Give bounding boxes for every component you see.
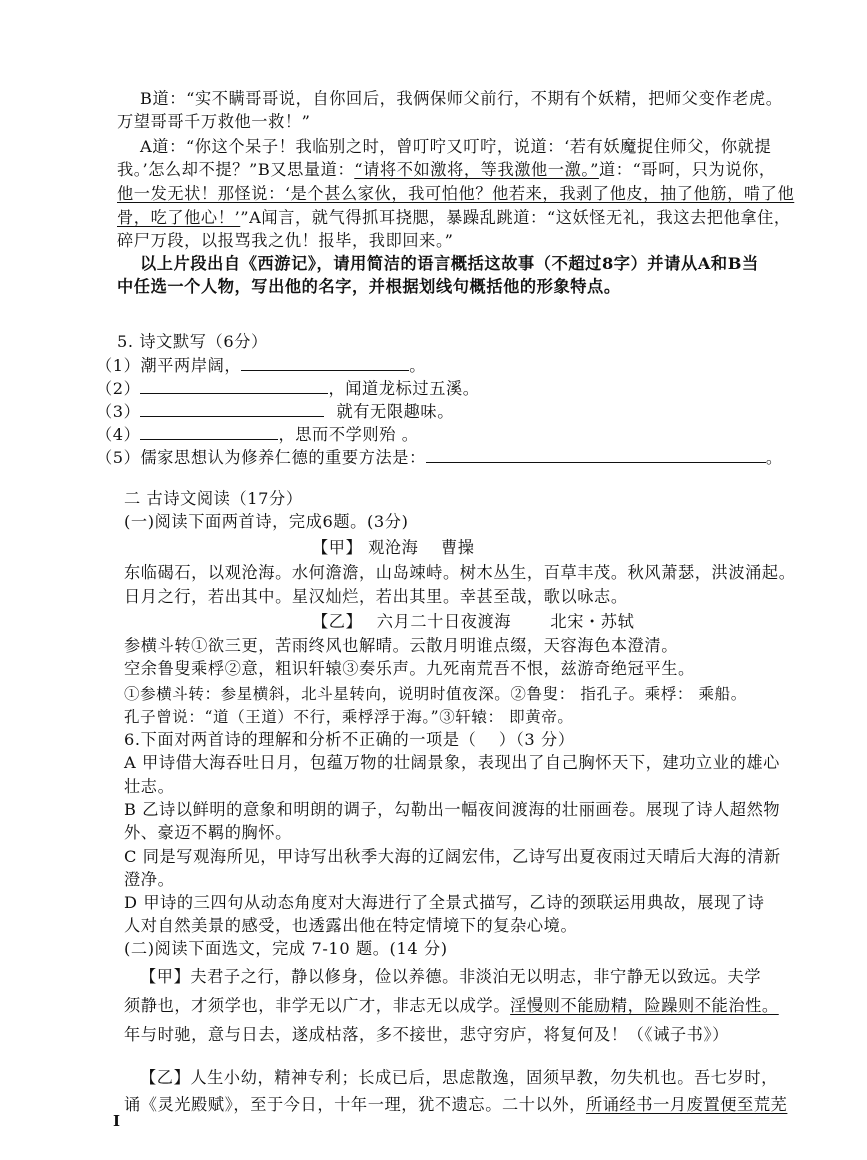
passage-text: 我。’怎么却不提？”B又思量道： bbox=[117, 160, 355, 179]
classical-text: 【乙】人生小幼，精神专利；长成已后，思虑散逸，固须早教，勿失机也。吾七岁时， bbox=[140, 1068, 778, 1087]
poem-line: 日月之行，若出其中。星汉灿烂，若出其里。幸甚至哉，歌以咏志。 bbox=[124, 587, 628, 606]
passage-line: B道：“实不瞒哥哥说，自你回后，我俩保师父前行，不期有个妖精，把师父变作老虎。 bbox=[140, 89, 783, 108]
question-text: 6.下面对两首诗的理解和分析不正确的一项是（ ）（3 分） bbox=[124, 730, 575, 749]
question-text: 中任选一个人物，写出他的名字，并根据划线句概括他的形象特点。 bbox=[117, 277, 621, 296]
section-title: 二 古诗文阅读（17分） bbox=[124, 489, 303, 508]
classical-text: 年与时驰，意与日去，遂成枯落，多不接世，悲守穷庐，将复何及！（《诫子书》） bbox=[124, 1025, 729, 1044]
subsection-title: (二)阅读下面选文，完成 7-10 题。(14 分) bbox=[124, 939, 448, 958]
item-text: 。 bbox=[765, 448, 783, 467]
option-b-cont: 外、豪迈不羁的胸怀。 bbox=[124, 823, 292, 842]
passage-line: A道：“你这个呆子！我临别之时，曾叮咛又叮咛，说道：‘若有妖魔捉住师父，你就提 bbox=[140, 137, 772, 156]
option-d-cont: 人对自然美景的感受，也透露出他在特定情境下的复杂心境。 bbox=[124, 916, 578, 935]
passage-line bbox=[117, 207, 791, 229]
item-number: （4） bbox=[96, 425, 141, 444]
poem-line: 参横斗转①欲三更，苦雨终风也解晴。云散月明谁点缀，天容海色本澄清。 bbox=[124, 636, 678, 655]
passage-text: ”A闻言，就气得抓耳挠腮，暴躁乱跳道：“这妖怪无礼，我这去把他拿住， bbox=[240, 208, 791, 227]
underlined-sentence: 骨，吃了他心！’ bbox=[117, 208, 241, 227]
item-number: （1） bbox=[96, 356, 141, 375]
subsection-title: (一)阅读下面两首诗，完成6题。(3分) bbox=[124, 512, 409, 531]
fill-item-2 bbox=[96, 378, 480, 400]
classical-text bbox=[124, 1094, 787, 1116]
annotation: ①参横斗转：参星横斜，北斗星转向，说明时值夜深。②鲁叟： 指孔子。乘桴： 乘船。 bbox=[124, 685, 747, 703]
section-title: 5. 诗文默写（6分） bbox=[117, 332, 268, 351]
option-a: A 甲诗借大海吞吐日月，包蕴万物的壮阔景象，表现出了自己胸怀天下，建功立业的雄心 bbox=[124, 753, 780, 772]
fill-item-4 bbox=[96, 424, 419, 446]
item-text: 潮平两岸阔， bbox=[140, 356, 242, 375]
fill-item-1 bbox=[96, 355, 426, 377]
answer-blank[interactable] bbox=[426, 448, 766, 463]
classical-fragment: 诵《灵光殿赋》，至于今日，十年一理，犹不遗忘。二十以外， bbox=[124, 1095, 586, 1114]
option-b: B 乙诗以鲜明的意象和明朗的调子，勾勒出一幅夜间渡海的壮丽画卷。展现了诗人超然物 bbox=[124, 800, 781, 819]
question-text: 以上片段出自《西游记》，请用简洁的语言概括这故事（不超过8字）并请从A和B当 bbox=[140, 254, 759, 273]
item-text: 就有无限趣味。 bbox=[336, 402, 454, 421]
underlined-sentence: 所诵经书一月废置便至荒芜 bbox=[585, 1095, 788, 1114]
item-text: ，思而不学则殆 。 bbox=[278, 425, 419, 444]
item-number: （2） bbox=[96, 379, 141, 398]
fill-item-5 bbox=[96, 447, 783, 469]
fill-item-3 bbox=[96, 401, 454, 423]
annotation: 孔子曾说：“道（王道）不行，乘桴浮于海。”③轩辕： 即黄帝。 bbox=[124, 708, 574, 726]
item-number: （3） bbox=[96, 402, 141, 421]
answer-blank[interactable] bbox=[241, 356, 409, 371]
passage-text: 道：“哥呵，只为说你， bbox=[598, 160, 776, 179]
option-a-cont: 壮志。 bbox=[124, 777, 175, 796]
option-c-cont: 澄净。 bbox=[124, 870, 175, 889]
classical-text bbox=[124, 995, 779, 1017]
underlined-sentence: 他一发无状！那怪说：‘是个甚么家伙，我可怕他？他若来，我剥了他皮，抽了他筋，啃了他 bbox=[117, 184, 795, 203]
underlined-sentence: 淫慢则不能励精，险躁则不能治性。 bbox=[510, 996, 779, 1015]
classical-text: 【甲】夫君子之行，静以修身，俭以养德。非淡泊无以明志，非宁静无以致远。夫学 bbox=[140, 967, 762, 986]
item-text: 。 bbox=[409, 356, 427, 375]
passage-line bbox=[117, 159, 776, 181]
poem-title: 【乙】 六月二十日夜渡海 北宋・苏轼 bbox=[312, 612, 635, 631]
item-number: （5） bbox=[96, 448, 141, 467]
answer-blank[interactable] bbox=[140, 425, 278, 440]
underlined-sentence: “请将不如激将，等我激他一激。” bbox=[354, 160, 599, 179]
margin-mark: I bbox=[113, 1112, 121, 1130]
item-text: ，闻道龙标过五溪。 bbox=[328, 379, 480, 398]
poem-line: 空余鲁叟乘桴②意，粗识轩辕③奏乐声。九死南荒吾不恨，兹游奇绝冠平生。 bbox=[124, 659, 695, 678]
passage-line: 碎尸万段，以报骂我之仇！报毕，我即回来。” bbox=[117, 231, 454, 250]
poem-line: 东临碣石，以观沧海。水何澹澹，山岛竦峙。树木丛生，百草丰茂。秋风萧瑟，洪波涌起。 bbox=[124, 563, 796, 582]
option-c: C 同是写观海所见，甲诗写出秋季大海的辽阔宏伟，乙诗写出夏夜雨过天晴后大海的清新 bbox=[124, 847, 781, 866]
option-d: D 甲诗的三四句从动态角度对大海进行了全景式描写，乙诗的颈联运用典故，展现了诗 bbox=[124, 893, 765, 912]
answer-blank[interactable] bbox=[140, 402, 324, 417]
answer-blank[interactable] bbox=[140, 379, 328, 394]
poem-title: 【甲】 观沧海 曹操 bbox=[312, 538, 475, 557]
item-text: 儒家思想认为修养仁德的重要方法是： bbox=[140, 448, 426, 467]
passage-line: 万望哥哥千万救他一救！” bbox=[117, 112, 311, 131]
classical-fragment: 须静也，才须学也，非学无以广才，非志无以成学。 bbox=[124, 996, 511, 1015]
